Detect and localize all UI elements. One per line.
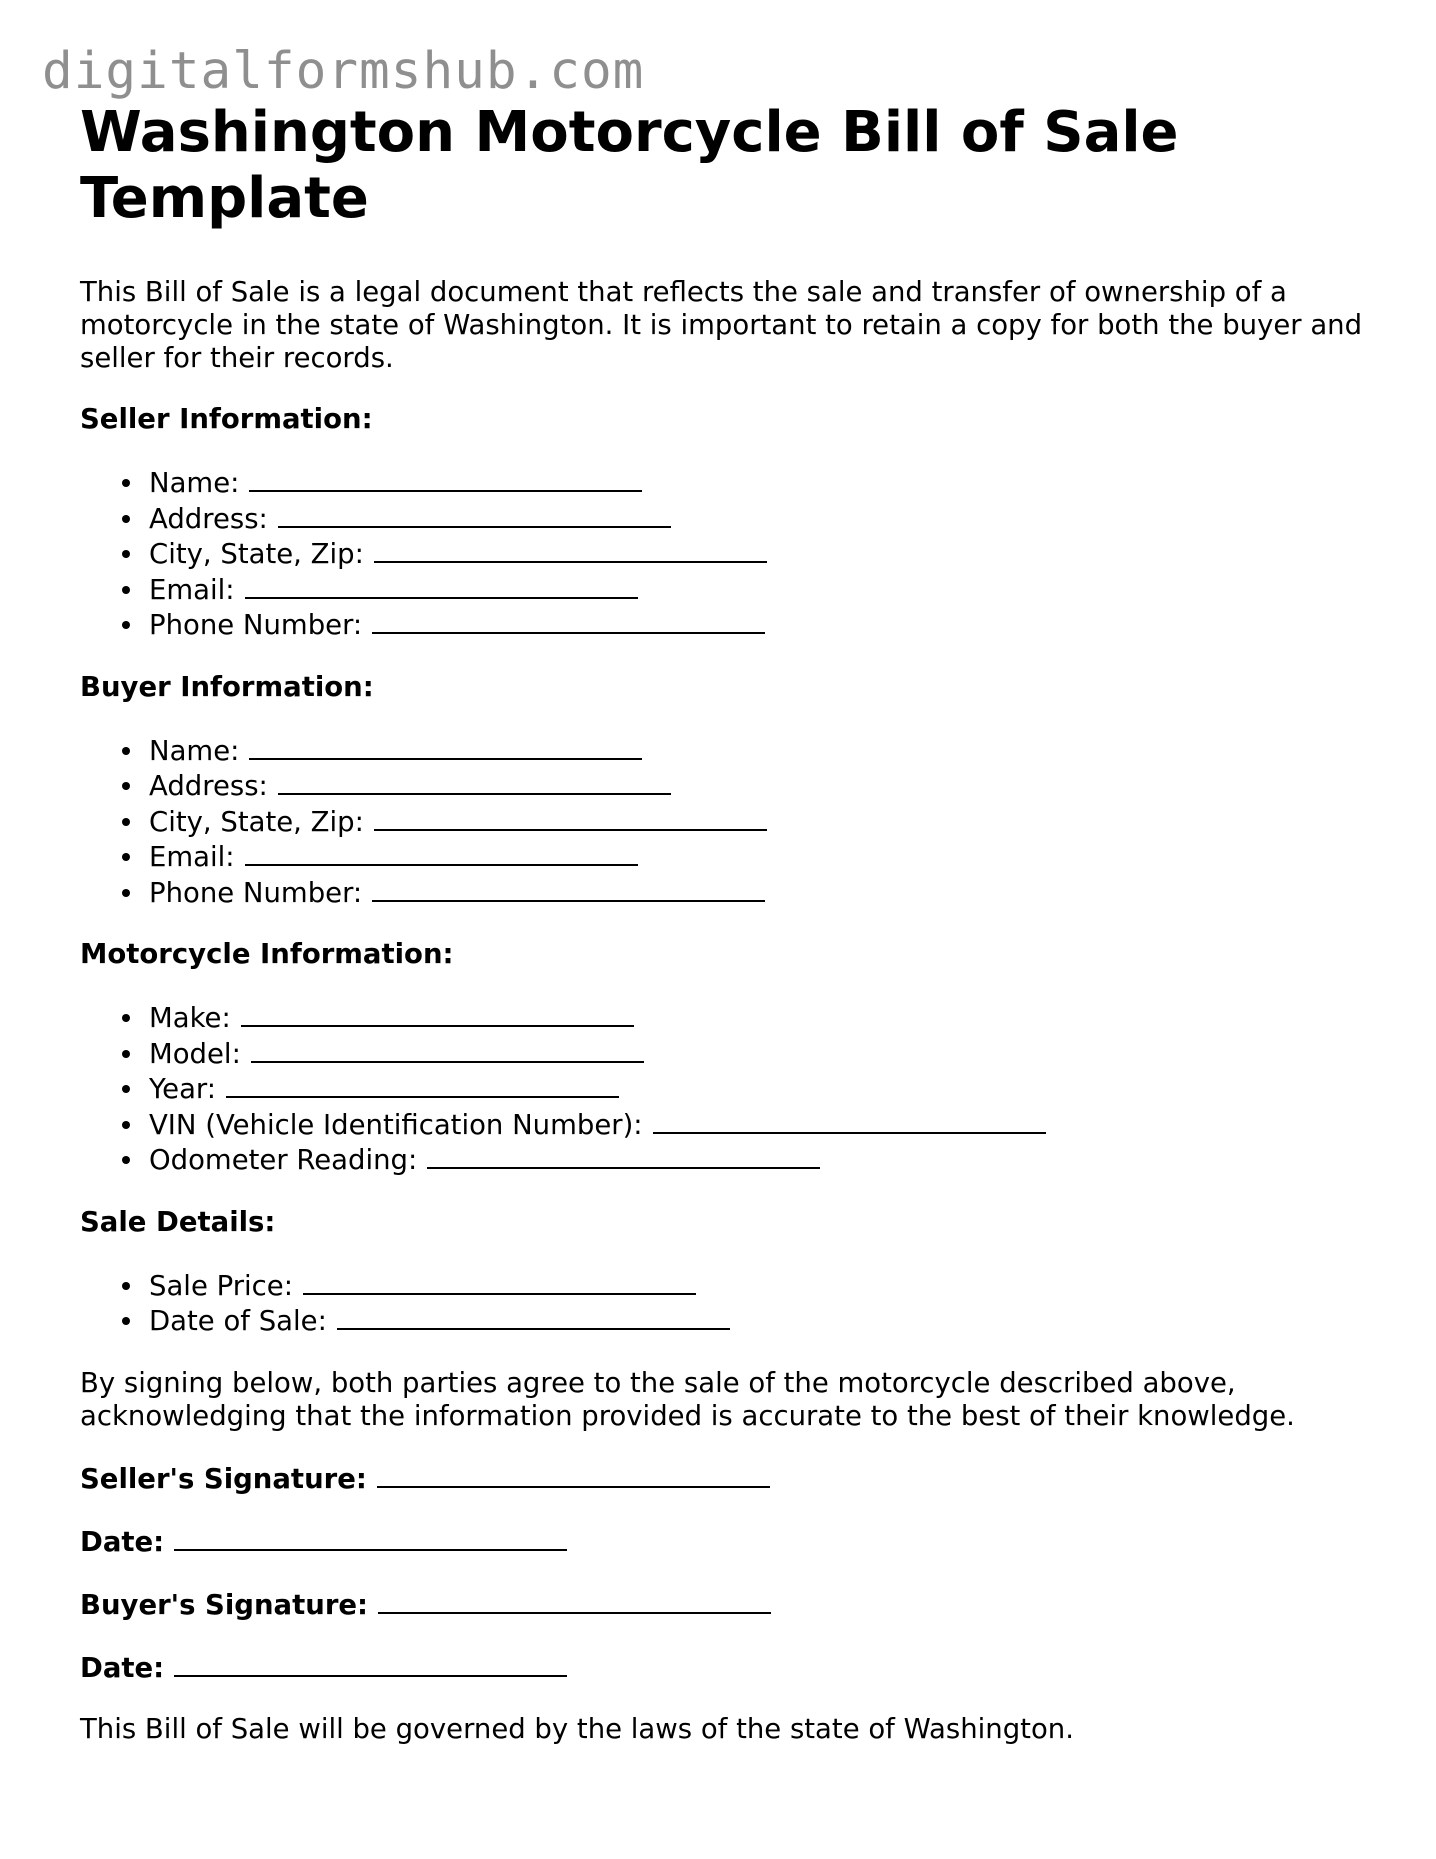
seller-city-state-zip-blank[interactable] xyxy=(374,536,767,563)
seller-section-heading: Seller Information: xyxy=(80,403,373,435)
seller-address-item xyxy=(149,501,1370,537)
field-label: Name: xyxy=(149,467,240,499)
buyer-signature-blank[interactable] xyxy=(378,1587,771,1614)
field-label: Year: xyxy=(149,1073,217,1105)
motorcycle-model-blank[interactable] xyxy=(251,1036,644,1063)
motorcycle-year-item xyxy=(149,1071,1370,1107)
seller-email-item xyxy=(149,572,1370,608)
field-label: Make: xyxy=(149,1002,231,1034)
seller-date-label: Date: xyxy=(80,1525,165,1558)
sale-date-blank[interactable] xyxy=(337,1303,730,1330)
sale-section-heading: Sale Details: xyxy=(80,1205,276,1238)
field-label: City, State, Zip: xyxy=(149,805,364,838)
intro-paragraph: This Bill of Sale is a legal document that reflects the sale and transfer of ownership of a motorcycle in the state of Washington. It is important to retain a copy for both the buyer and seller for their records. xyxy=(80,276,1363,374)
sale-price-blank[interactable] xyxy=(303,1268,696,1295)
motorcycle-odometer-item xyxy=(149,1142,1370,1178)
buyer-signature-line xyxy=(80,1587,1370,1622)
buyer-field-list xyxy=(80,733,1370,911)
buyer-date-blank[interactable] xyxy=(174,1650,567,1677)
buyer-email-item xyxy=(149,839,1370,875)
seller-signature-label: Seller's Signature: xyxy=(80,1462,367,1495)
seller-phone-blank[interactable] xyxy=(372,607,765,634)
sale-field-list xyxy=(80,1268,1370,1339)
seller-phone-item xyxy=(149,607,1370,643)
seller-date-line xyxy=(80,1524,1370,1559)
seller-signature-line xyxy=(80,1461,1370,1496)
sale-date-item xyxy=(149,1303,1370,1339)
field-label: Address: xyxy=(149,502,268,535)
motorcycle-section-heading: Motorcycle Information: xyxy=(80,938,454,970)
field-label: Phone Number: xyxy=(149,876,363,909)
buyer-city-state-zip-blank[interactable] xyxy=(374,804,767,831)
field-label: Email: xyxy=(149,841,235,873)
seller-name-blank[interactable] xyxy=(249,465,642,492)
governing-law-note: This Bill of Sale will be governed by the laws of the state of Washington. xyxy=(80,1712,1074,1745)
buyer-phone-blank[interactable] xyxy=(372,875,765,902)
watermark: digitalformshub.com xyxy=(42,42,645,101)
field-label: VIN (Vehicle Identification Number): xyxy=(149,1108,643,1141)
seller-name-item xyxy=(149,465,1370,501)
motorcycle-year-blank[interactable] xyxy=(226,1071,619,1098)
motorcycle-vin-item xyxy=(149,1107,1370,1143)
motorcycle-model-item xyxy=(149,1036,1370,1072)
field-label: City, State, Zip: xyxy=(149,538,364,570)
buyer-email-blank[interactable] xyxy=(245,839,638,866)
buyer-section-heading: Buyer Information: xyxy=(80,670,374,703)
document-page xyxy=(80,100,1370,1746)
seller-email-blank[interactable] xyxy=(245,572,638,599)
field-label: Name: xyxy=(149,734,240,767)
agreement-paragraph: By signing below, both parties agree to the sale of the motorcycle described above, acknowledging that the information provided is accurate to the best of their knowledge. xyxy=(80,1366,1295,1432)
field-label: Phone Number: xyxy=(149,609,363,641)
seller-date-blank[interactable] xyxy=(174,1524,567,1551)
buyer-date-label: Date: xyxy=(80,1651,165,1684)
motorcycle-odometer-blank[interactable] xyxy=(427,1142,820,1169)
document-title: Washington Motorcycle Bill of Sale Template xyxy=(80,100,1179,231)
buyer-date-line xyxy=(80,1650,1370,1685)
seller-signature-blank[interactable] xyxy=(377,1461,770,1488)
field-label: Odometer Reading: xyxy=(149,1144,418,1176)
buyer-city-state-zip-item xyxy=(149,804,1370,840)
field-label: Date of Sale: xyxy=(149,1305,327,1337)
motorcycle-make-blank[interactable] xyxy=(241,1000,634,1027)
field-label: Email: xyxy=(149,573,235,606)
motorcycle-make-item xyxy=(149,1000,1370,1036)
buyer-signature-label: Buyer's Signature: xyxy=(80,1588,369,1621)
field-label: Model: xyxy=(149,1037,241,1070)
motorcycle-vin-blank[interactable] xyxy=(653,1107,1046,1134)
buyer-phone-item xyxy=(149,875,1370,911)
buyer-address-blank[interactable] xyxy=(278,768,671,795)
seller-field-list xyxy=(80,465,1370,643)
seller-address-blank[interactable] xyxy=(278,501,671,528)
sale-price-item xyxy=(149,1268,1370,1304)
motorcycle-field-list xyxy=(80,1000,1370,1178)
buyer-name-item xyxy=(149,733,1370,769)
seller-city-state-zip-item xyxy=(149,536,1370,572)
buyer-address-item xyxy=(149,768,1370,804)
field-label: Sale Price: xyxy=(149,1269,293,1302)
buyer-name-blank[interactable] xyxy=(249,733,642,760)
field-label: Address: xyxy=(149,770,268,802)
